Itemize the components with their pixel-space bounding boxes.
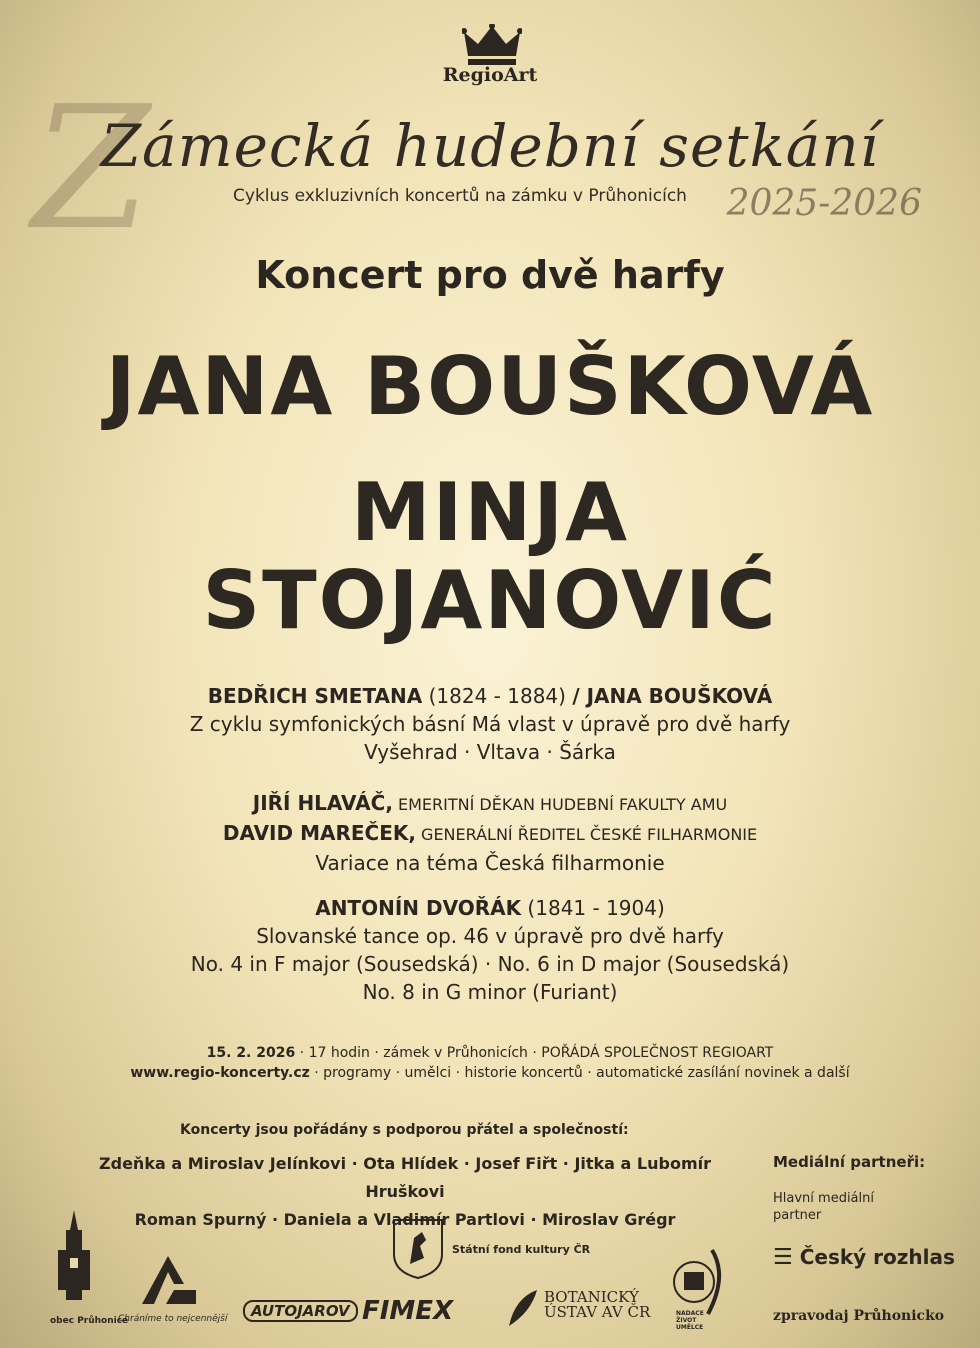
event-details: · 17 hodin · zámek v Průhonicích · POŘÁDÁ SPOLEČNOST REGIOART [295,1045,774,1061]
work-title: Slovanské tance op. 46 v úpravě pro dvě harfy [256,924,724,948]
donors-line: Zdeňka a Miroslav Jelínkovi · Ota Hlídek · Josef Fiřt · Jitka a Lubomír Hruškovi [99,1154,711,1201]
coat-of-arms-icon [392,1218,444,1280]
media-heading: Mediální partneři: [773,1153,926,1171]
arranger: / JANA BOUŠKOVÁ [572,684,773,708]
donors-line: Roman Spurný · Daniela a Vladimír Partlovi · Miroslav Grégr [134,1210,676,1229]
composer: ANTONÍN DVOŘÁK [315,896,522,920]
botanicky-logo [544,1290,650,1320]
police-logo-icon [138,1254,200,1308]
brand-name: RegioArt [442,64,538,86]
website-link[interactable]: www.regio-koncerty.cz [130,1065,310,1081]
concert-title: Koncert pro dvě harfy [255,253,725,297]
performer-2-first: MINJA [350,466,629,559]
composer-role: GENERÁLNÍ ŘEDITEL ČESKÉ FILHARMONIE [415,825,758,844]
performer-1: JANA BOUŠKOVÁ [105,340,875,433]
chranime-slogan: Chráníme to nejcennější [118,1314,228,1324]
harp-emblem-icon [672,1246,730,1318]
support-heading: Koncerty jsou pořádány s podporou přátel a společností: [180,1122,629,1138]
performer-2-last: STOJANOVIĆ [202,554,778,647]
media-subheading: Hlavní mediální partner [773,1191,874,1223]
rozhlas-icon: ☰ [773,1245,793,1270]
program-item-dvorak [0,894,980,1006]
work-parts: Vyšehrad · Vltava · Šárka [364,740,616,764]
composer: BEDŘICH SMETANA [207,684,423,708]
series-subtitle: Cyklus exkluzivních koncertů na zámku v Průhonicích [233,186,687,206]
composer-dates: (1841 - 1904) [521,896,665,920]
program-item-variace [0,789,980,877]
work-parts: No. 4 in F major (Sousedská) · No. 6 in D major (Sousedská) [190,952,790,976]
decorative-initial: Z [32,70,151,268]
fund-name: Státní fond kultury ČR [452,1243,591,1256]
work-parts: No. 8 in G minor (Furiant) [362,980,618,1004]
botanicky-line: BOTANICKÝ [544,1288,639,1306]
event-date: 15. 2. 2026 [206,1045,296,1061]
composer-dates: (1824 - 1884) [422,684,573,708]
composer: JIŘÍ HLAVÁČ, [252,791,393,815]
work-title: Z cyklu symfonických básní Má vlast v úpravě pro dvě harfy [189,712,791,736]
nadace-name: NADACE ŽIVOT UMĚLCE [676,1310,704,1331]
botanicky-line: ÚSTAV AV ČR [544,1303,651,1321]
season-years: 2025-2026 [726,183,922,224]
composer-role: EMERITNÍ DĚKAN HUDEBNÍ FAKULTY AMU [392,795,728,814]
work-title: Variace na téma Česká filharmonie [315,851,665,875]
leaf-icon [505,1288,539,1328]
composer: DAVID MAREČEK, [222,821,416,845]
tower-icon [54,1210,94,1314]
web-info [0,1065,980,1081]
autojarov-logo: AUTOJAROV [243,1300,358,1322]
program-item-smetana [0,682,980,766]
rozhlas-text: Český rozhlas [799,1245,955,1269]
event-info [0,1045,980,1061]
series-title: Zámecká hudební setkání [100,112,880,180]
crown-icon [462,24,522,68]
fimex-logo: FIMEX [362,1296,454,1326]
obec-name: obec Průhonice [50,1316,129,1326]
web-details: · programy · umělci · historie koncertů · automatické zasílání novinek a další [309,1065,850,1081]
cesky-rozhlas-logo [773,1245,955,1270]
zpravodaj-logo: zpravodaj Průhonicko [773,1308,945,1324]
